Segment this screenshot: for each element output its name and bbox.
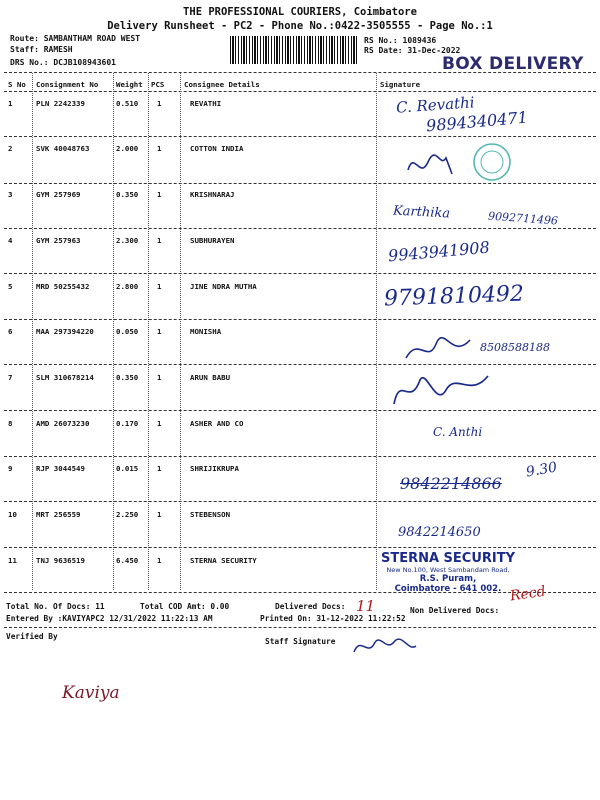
row-consignee: SHRIJIKRUPA: [190, 464, 239, 473]
row-consignee: ASHER AND CO: [190, 419, 244, 428]
row-sno: 7: [8, 373, 13, 382]
row-consignment: MAA 297394220: [36, 327, 94, 336]
row-consignment: AMD 26073230: [36, 419, 90, 428]
verified-by: Verified By: [6, 632, 58, 641]
row-consignee: STERNA SECURITY: [190, 556, 257, 565]
row-consignee: JINE NDRA MUTHA: [190, 282, 257, 291]
row-sno: 2: [8, 144, 13, 153]
row-weight: 0.510: [116, 99, 139, 108]
row-weight: 0.015: [116, 464, 139, 473]
col-sno: S No: [8, 80, 26, 89]
barcode: [230, 36, 357, 64]
row-consignee: REVATHI: [190, 99, 222, 108]
stamp-line3: R.S. Puram,: [419, 574, 477, 584]
row-consignment: TNJ 9636519: [36, 556, 85, 565]
company-title: THE PROFESSIONAL COURIERS, Coimbatore: [183, 6, 417, 18]
signature-scribble-6: [400, 330, 480, 366]
row-pcs: 1: [157, 556, 162, 565]
row-weight: 0.050: [116, 327, 139, 336]
row-sno: 3: [8, 190, 13, 199]
row-weight: 6.450: [116, 556, 139, 565]
route-label: Route: SAMBANTHAM ROAD WEST: [10, 34, 141, 43]
row-consignment: MRT 256559: [36, 510, 81, 519]
printed-on: Printed On: 31-12-2022 11:22:52: [260, 614, 406, 623]
row-sno: 5: [8, 282, 13, 291]
staff-signature-scribble: [350, 634, 420, 658]
signature-scribble-7: [384, 368, 504, 412]
staff-label: Staff: RAMESH: [10, 45, 73, 54]
handwriting-sig3-phone: 9092711496: [487, 209, 559, 228]
box-delivery-label: BOX DELIVERY: [442, 54, 584, 74]
row-sno: 8: [8, 419, 13, 428]
handwriting-sig5-phone: 9791810492: [383, 281, 525, 312]
handwriting-sig9-phone: 9842214866: [400, 474, 502, 493]
row-weight: 0.350: [116, 373, 139, 382]
row-weight: 2.000: [116, 144, 139, 153]
rs-date: RS Date: 31-Dec-2022: [364, 46, 461, 55]
total-docs: Total No. Of Docs: 11: [6, 602, 105, 611]
row-consignment: RJP 3044549: [36, 464, 85, 473]
handwriting-sig1-name: C. Revathi: [395, 93, 476, 117]
staff-signature-label: Staff Signature: [265, 637, 336, 646]
rs-no: RS No.: 1089436: [364, 36, 437, 45]
stamp-line2: New No.100, West Sambandam Road,: [386, 566, 510, 574]
stamp-line1: STERNA SECURITY: [380, 551, 516, 566]
row-weight: 2.300: [116, 236, 139, 245]
col-weight: Weight: [116, 80, 143, 89]
row-consignee: COTTON INDIA: [190, 144, 244, 153]
row-consignment: GYM 257963: [36, 236, 81, 245]
handwriting-sig4-phone: 9943941908: [387, 237, 491, 266]
handwriting-red-note: Recd: [509, 583, 547, 605]
row-consignment: MRD 50255432: [36, 282, 90, 291]
row-pcs: 1: [157, 464, 162, 473]
col-signature: Signature: [380, 80, 421, 89]
row-consignee: STEBENSON: [190, 510, 231, 519]
row-sno: 11: [8, 556, 17, 565]
row-pcs: 1: [157, 236, 162, 245]
runsheet-title: Delivery Runsheet - PC2 - Phone No.:0422-3505555 - Page No.:1: [107, 20, 493, 32]
signature-scribble-2: [400, 140, 530, 190]
row-pcs: 1: [157, 419, 162, 428]
total-cod: Total COD Amt: 0.00: [140, 602, 230, 611]
row-pcs: 1: [157, 190, 162, 199]
handwriting-sig1-phone: 9894340471: [425, 107, 529, 136]
row-weight: 0.350: [116, 190, 139, 199]
handwriting-sig6-phone: 8508588188: [480, 341, 550, 354]
col-consignee: Consignee Details: [184, 80, 260, 89]
handwriting-sig8-name: C. Anthi: [433, 425, 483, 439]
handwriting-delivered-count: 11: [356, 597, 376, 615]
drs-label: DRS No.: DCJB108943601: [10, 58, 116, 67]
col-pcs: PCS: [151, 80, 165, 89]
row-sno: 4: [8, 236, 13, 245]
entered-by: Entered By :KAVIYAPC2 12/31/2022 11:22:13 AM: [6, 614, 213, 623]
row-consignment: PLN 2242339: [36, 99, 85, 108]
row-sno: 6: [8, 327, 13, 336]
row-consignment: GYM 257969: [36, 190, 81, 199]
row-pcs: 1: [157, 327, 162, 336]
row-sno: 10: [8, 510, 17, 519]
row-weight: 0.170: [116, 419, 139, 428]
company-stamp: [378, 551, 518, 594]
row-weight: 2.800: [116, 282, 139, 291]
handwriting-sig10-phone: 9842214650: [398, 525, 481, 540]
col-consignment: Consignment No: [36, 80, 99, 89]
row-consignment: SVK 40048763: [36, 144, 90, 153]
handwriting-kaviya: Kaviya: [62, 683, 120, 703]
row-consignment: SLM 310678214: [36, 373, 94, 382]
row-pcs: 1: [157, 144, 162, 153]
row-pcs: 1: [157, 282, 162, 291]
row-consignee: SUBHURAYEN: [190, 236, 235, 245]
row-sno: 9: [8, 464, 13, 473]
row-consignee: KRISHNARAJ: [190, 190, 235, 199]
delivered-docs: Delivered Docs:: [275, 602, 346, 611]
row-pcs: 1: [157, 373, 162, 382]
row-weight: 2.250: [116, 510, 139, 519]
row-consignee: MONISHA: [190, 327, 222, 336]
handwriting-sig3: Karthika: [392, 203, 451, 222]
row-sno: 1: [8, 99, 13, 108]
row-pcs: 1: [157, 510, 162, 519]
stamp-line4: Coimbatore - 641 002.: [394, 584, 502, 594]
non-delivered-docs: Non Delivered Docs:: [410, 606, 500, 615]
handwriting-sig9-extra: 9.30: [524, 459, 559, 481]
row-consignee: ARUN BABU: [190, 373, 231, 382]
row-pcs: 1: [157, 99, 162, 108]
